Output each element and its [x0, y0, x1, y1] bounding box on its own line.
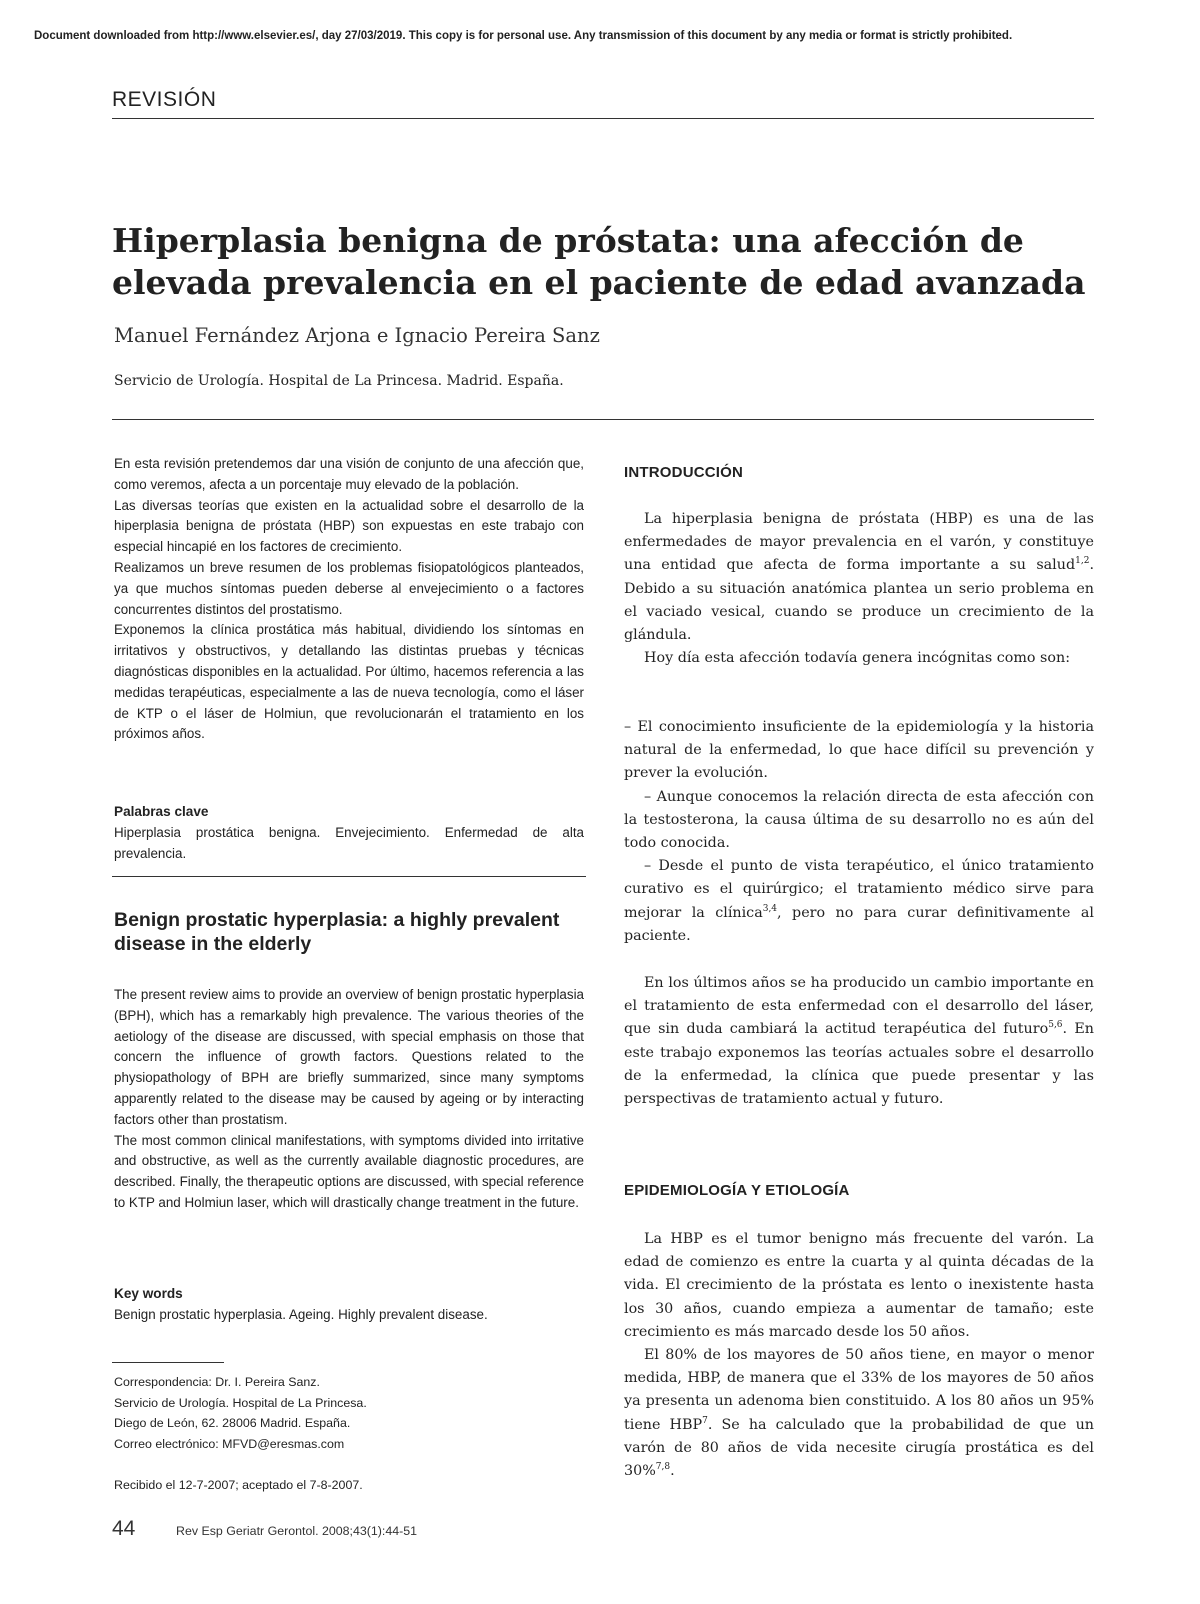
correspondence-line: Correspondencia: Dr. I. Pereira Sanz. — [114, 1375, 320, 1389]
epidemiology-heading-wrap — [624, 1182, 1094, 1199]
intro-bullet-list — [624, 716, 1094, 948]
affiliation: Servicio de Urología. Hospital de La Princesa. Madrid. España. — [114, 373, 564, 389]
english-title: Benign prostatic hyperplasia: a highly prevalent disease in the elderly — [114, 909, 560, 955]
abstract-spanish — [114, 454, 584, 745]
header-divider — [112, 419, 1094, 420]
intro-paragraph: La hiperplasia benigna de próstata (HBP) es una de las enfermedades de mayor prevalencia en el varón, y constituye una entidad que afecta de forma importante a su salud$^{1,2}$. Debido a su situación anatómica plantea un serio problema en el vaciado vesical, cuando se produce un crecimiento de la glándula. — [624, 511, 1094, 644]
download-notice: Document downloaded from http://www.elsevier.es/, day 27/03/2019. This copy is for personal use. Any transmission of this document by any media or format is strictly prohibited. — [34, 30, 1013, 42]
page-number: 44 — [112, 1517, 136, 1540]
abstract-es-paragraph: Exponemos la clínica prostática más habitual, dividiendo los síntomas en irritativos y obstructivos, y detallando las distintas pruebas y técnicas diagnósticas disponibles en la actualidad. Por último, hacemos referencia a las medidas terapéuticas, especialmente a las de nueva tecnología, como el láser de KTP o el láser de Holmiun, que revolucionarán el tratamiento en los próximos años. — [114, 622, 584, 742]
abstract-divider — [112, 876, 586, 877]
epidemiology-heading: EPIDEMIOLOGÍA Y ETIOLOGÍA — [624, 1182, 850, 1199]
epidemiology-paragraph: La HBP es el tumor benigno más frecuente del varón. La edad de comienzo es entre la cuarta y al quinta décadas de la vida. El crecimiento de la próstata es lento o inexistente hasta los 30 años, cuando empieza a aumentar de tamaño; este crecimiento es más marcado desde los 50 años. — [624, 1231, 1094, 1340]
correspondence-line: Servicio de Urología. Hospital de La Princesa. — [114, 1395, 367, 1410]
footnote-divider — [112, 1362, 224, 1363]
intro-bullet: – Desde el punto de vista terapéutico, el único tratamiento curativo es el quirúrgico; el tratamiento médico sirve para mejorar la clínica$^{3,4}$, pero no para curar definitivamente al paciente. — [624, 858, 1094, 944]
correspondence-line: Diego de León, 62. 28006 Madrid. España. — [114, 1416, 351, 1430]
intro-bullet: – Aunque conocemos la relación directa de esta afección con la testosterona, la causa última de su desarrollo no es aún del todo conocida. — [624, 788, 1094, 852]
intro-paragraph: Hoy día esta afección todavía genera incógnitas como son: — [644, 650, 1071, 667]
journal-reference: Rev Esp Geriatr Gerontol. 2008;43(1):44-51 — [176, 1524, 418, 1538]
intro-bullet: – El conocimiento insuficiente de la epidemiología y la historia natural de la enfermedad, lo que hace difícil su prevención y prever la evolución. — [624, 719, 1094, 782]
received-dates: Recibido el 12-7-2007; aceptado el 7-8-2007. — [114, 1478, 363, 1492]
correspondence-email: Correo electrónico: MFVD@eresmas.com — [114, 1436, 345, 1451]
authors: Manuel Fernández Arjona e Ignacio Pereira Sanz — [114, 324, 600, 347]
abstract-es-paragraph: En esta revisión pretendemos dar una visión de conjunto de una afección que, como veremos, afecta a un porcentaje muy elevado de la población. — [114, 456, 584, 492]
epidemiology-paragraph: El 80% de los mayores de 50 años tiene, en mayor o menor medida, HBP, de manera que el 33% de los mayores de 50 años ya presenta un adenoma bien constituido. A los 80 años un 95% tiene HBP$^7$. Se ha calculado que la probabilidad de que un varón de 80 años de vida necesite cirugía prostática es del 30%$^{7,8}$. — [624, 1347, 1094, 1480]
abstract-en-paragraph: The present review aims to provide an overview of benign prostatic hyperplasia (BPH), which has a remarkably high prevalence. The various theories of the aetiology of the disease are discussed, with special emphasis on those that concern the influence of growth factors. Questions related to the physiopathology of BPH are briefly summarized, since many symptoms apparently related to the disease may be caused by ageing or by interacting factors other than prostatism. — [114, 987, 584, 1127]
keywords-es-text: Hiperplasia prostática benigna. Envejecimiento. Enfermedad de alta prevalencia. — [114, 825, 584, 861]
correspondence — [114, 1372, 367, 1454]
introduction-heading-wrap — [624, 464, 1094, 481]
epidemiology-body — [624, 1228, 1094, 1483]
article-title: Hiperplasia benigna de próstata: una afección de elevada prevalencia en el paciente de edad avanzada — [112, 221, 1086, 302]
intro-paragraph-wrap — [624, 972, 1094, 1111]
introduction-body — [624, 508, 1094, 670]
top-divider — [112, 118, 1094, 119]
section-label: REVISIÓN — [112, 88, 217, 111]
keywords-en-text: Benign prostatic hyperplasia. Ageing. Highly prevalent disease. — [114, 1307, 488, 1322]
abstract-es-paragraph: Realizamos un breve resumen de los problemas fisiopatológicos planteados, ya que muchos síntomas pueden deberse al envejecimiento o a factores concurrentes distintos del prostatismo. — [114, 559, 584, 617]
abstract-en-paragraph: The most common clinical manifestations, with symptoms divided into irritative and obstructive, as well as the currently available diagnostic procedures, are described. Finally, the therapeutic options are discussed, with special reference to KTP and Holmiun laser, which will drastically change treatment in the future. — [114, 1132, 584, 1210]
keywords-english — [114, 1286, 584, 1326]
abstract-english — [114, 985, 584, 1214]
intro-paragraph: En los últimos años se ha producido un cambio importante en el tratamiento de esta enfermedad con el desarrollo del láser, que sin duda cambiará la actitud terapéutica del futuro$^{5,6}$. En este trabajo exponemos las teorías actuales sobre el desarrollo de la enfermedad, la clínica que puede presentar y las perspectivas de tratamiento actual y futuro. — [624, 975, 1095, 1108]
introduction-heading: INTRODUCCIÓN — [624, 464, 744, 481]
keywords-en-heading: Key words — [114, 1286, 183, 1301]
abstract-es-paragraph: Las diversas teorías que existen en la actualidad sobre el desarrollo de la hiperplasia benigna de próstata (HBP) son expuestas en este trabajo con especial hincapié en los factores de crecimiento. — [114, 497, 584, 555]
keywords-es-heading: Palabras clave — [114, 804, 209, 819]
keywords-spanish — [114, 804, 584, 865]
